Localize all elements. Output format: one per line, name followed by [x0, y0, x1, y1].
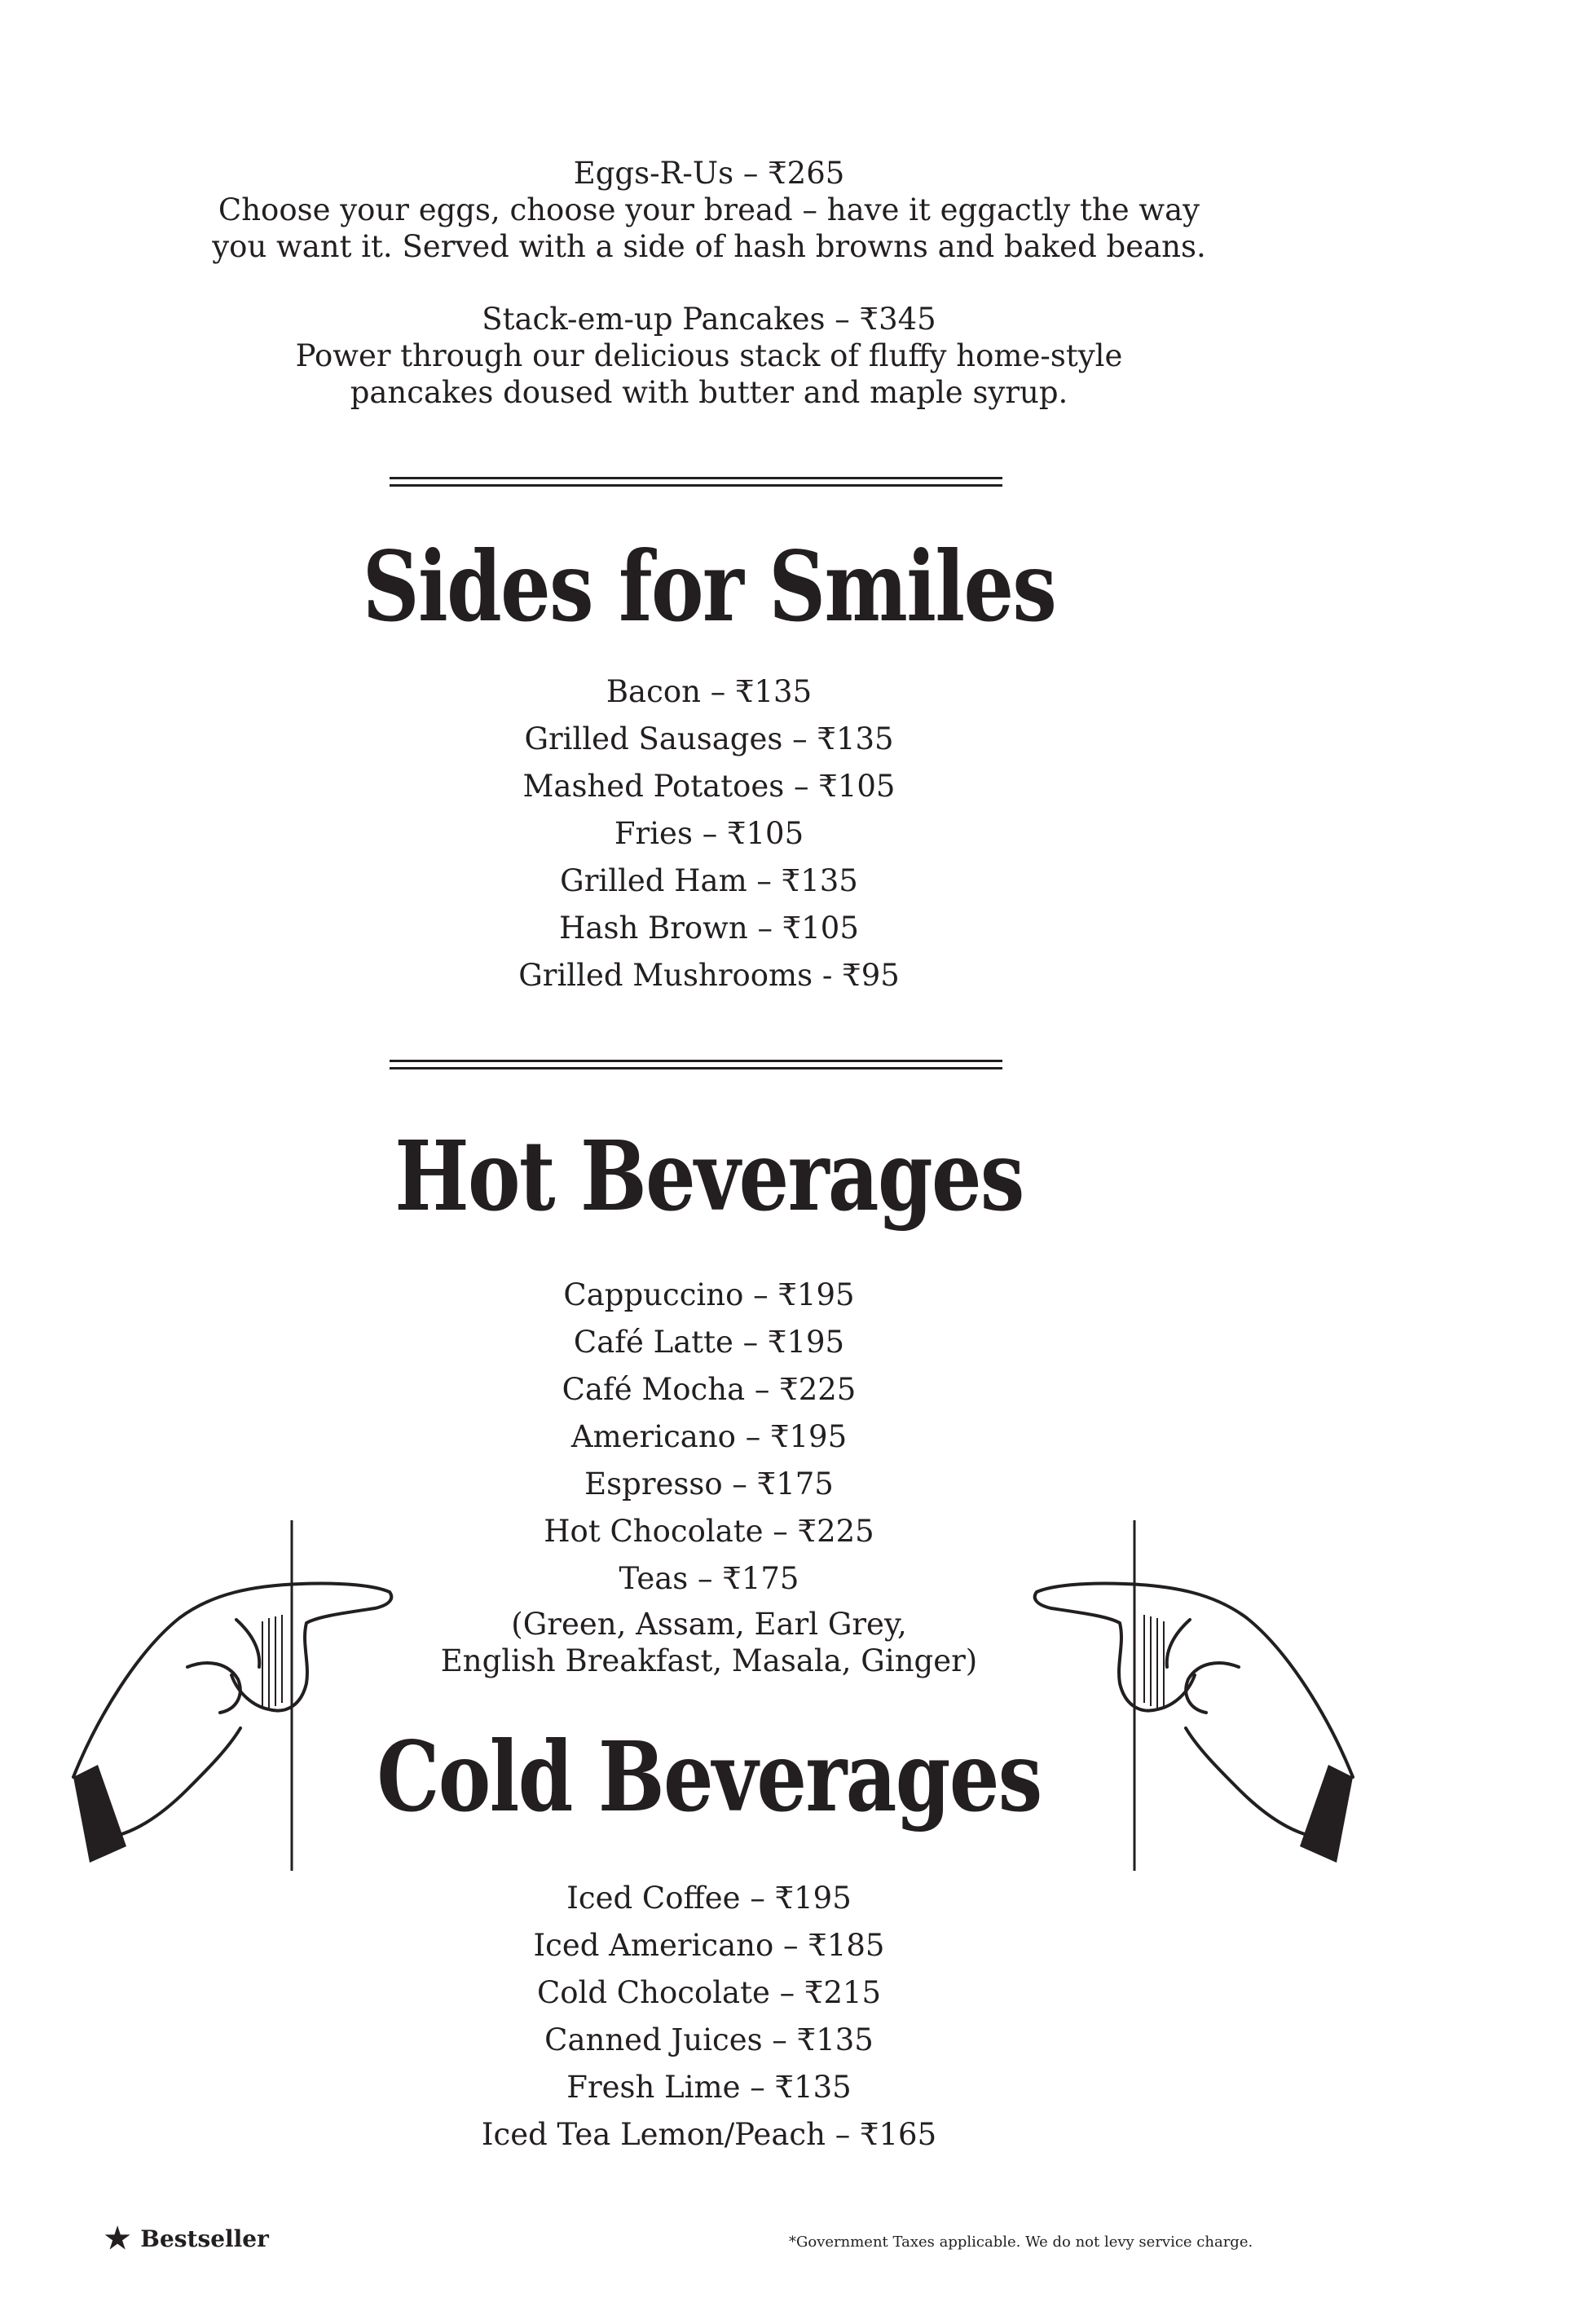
dish-description-line: pancakes doused with butter and maple syrup. [350, 375, 1068, 410]
dish-description-line: Power through our delicious stack of fluffy home-style [295, 338, 1123, 373]
menu-item: Cold Chocolate – ₹215 [536, 1975, 882, 2010]
menu-item: Grilled Sausages – ₹135 [524, 721, 894, 756]
bestseller-label: Bestseller [140, 2225, 269, 2252]
double-rule-divider [390, 477, 1002, 487]
menu-item: Hash Brown – ₹105 [559, 911, 859, 946]
section-title-hot-beverages: Hot Beverages [394, 1119, 1024, 1233]
menu-item: Iced Americano – ₹185 [533, 1928, 885, 1963]
menu-item: Iced Tea Lemon/Peach – ₹165 [481, 2117, 937, 2152]
dish-description-line: you want it. Served with a side of hash browns and baked beans. [212, 229, 1206, 264]
menu-item: Americano – ₹195 [570, 1419, 848, 1454]
menu-item: Iced Coffee – ₹195 [566, 1881, 852, 1916]
menu-item: Fresh Lime – ₹135 [566, 2070, 852, 2105]
menu-item: Teas – ₹175 [619, 1561, 799, 1596]
star-icon: ★ [104, 2221, 131, 2256]
dish-description-line: Choose your eggs, choose your bread – have it eggactly the way [218, 192, 1200, 227]
menu-item: Grilled Ham – ₹135 [560, 863, 858, 898]
double-rule-divider [390, 1060, 1002, 1069]
sides-list [0, 668, 1418, 999]
dish-title: Stack-em-up Pancakes – ₹345 [482, 302, 936, 337]
section-title-sides: Sides for Smiles [362, 530, 1056, 643]
menu-item: Café Mocha – ₹225 [562, 1372, 857, 1407]
menu-item: Fries – ₹105 [614, 816, 804, 851]
menu-item: Grilled Mushrooms - ₹95 [518, 958, 900, 993]
menu-item: Hot Chocolate – ₹225 [544, 1514, 874, 1549]
menu-item: Cappuccino – ₹195 [563, 1277, 855, 1312]
tax-disclaimer: *Government Taxes applicable. We do not levy service charge. [789, 2234, 1253, 2251]
cold-beverages-list [0, 1875, 1418, 2159]
dish-title: Eggs-R-Us – ₹265 [573, 156, 845, 191]
menu-item: Espresso – ₹175 [584, 1466, 834, 1502]
menu-item: Café Latte – ₹195 [573, 1325, 845, 1360]
menu-item: Mashed Potatoes – ₹105 [522, 769, 896, 804]
menu-item: Canned Juices – ₹135 [544, 2022, 874, 2057]
note-line: (Green, Assam, Earl Grey, [511, 1607, 907, 1642]
featured-dish-pancakes [0, 301, 1418, 411]
bestseller-legend [104, 2221, 269, 2256]
section-title-cold-beverages: Cold Beverages [377, 1720, 1042, 1833]
featured-dishes [0, 155, 1418, 447]
featured-dish-eggs [0, 155, 1418, 265]
menu-item: Bacon – ₹135 [606, 674, 813, 709]
note-line: English Breakfast, Masala, Ginger) [440, 1643, 978, 1678]
